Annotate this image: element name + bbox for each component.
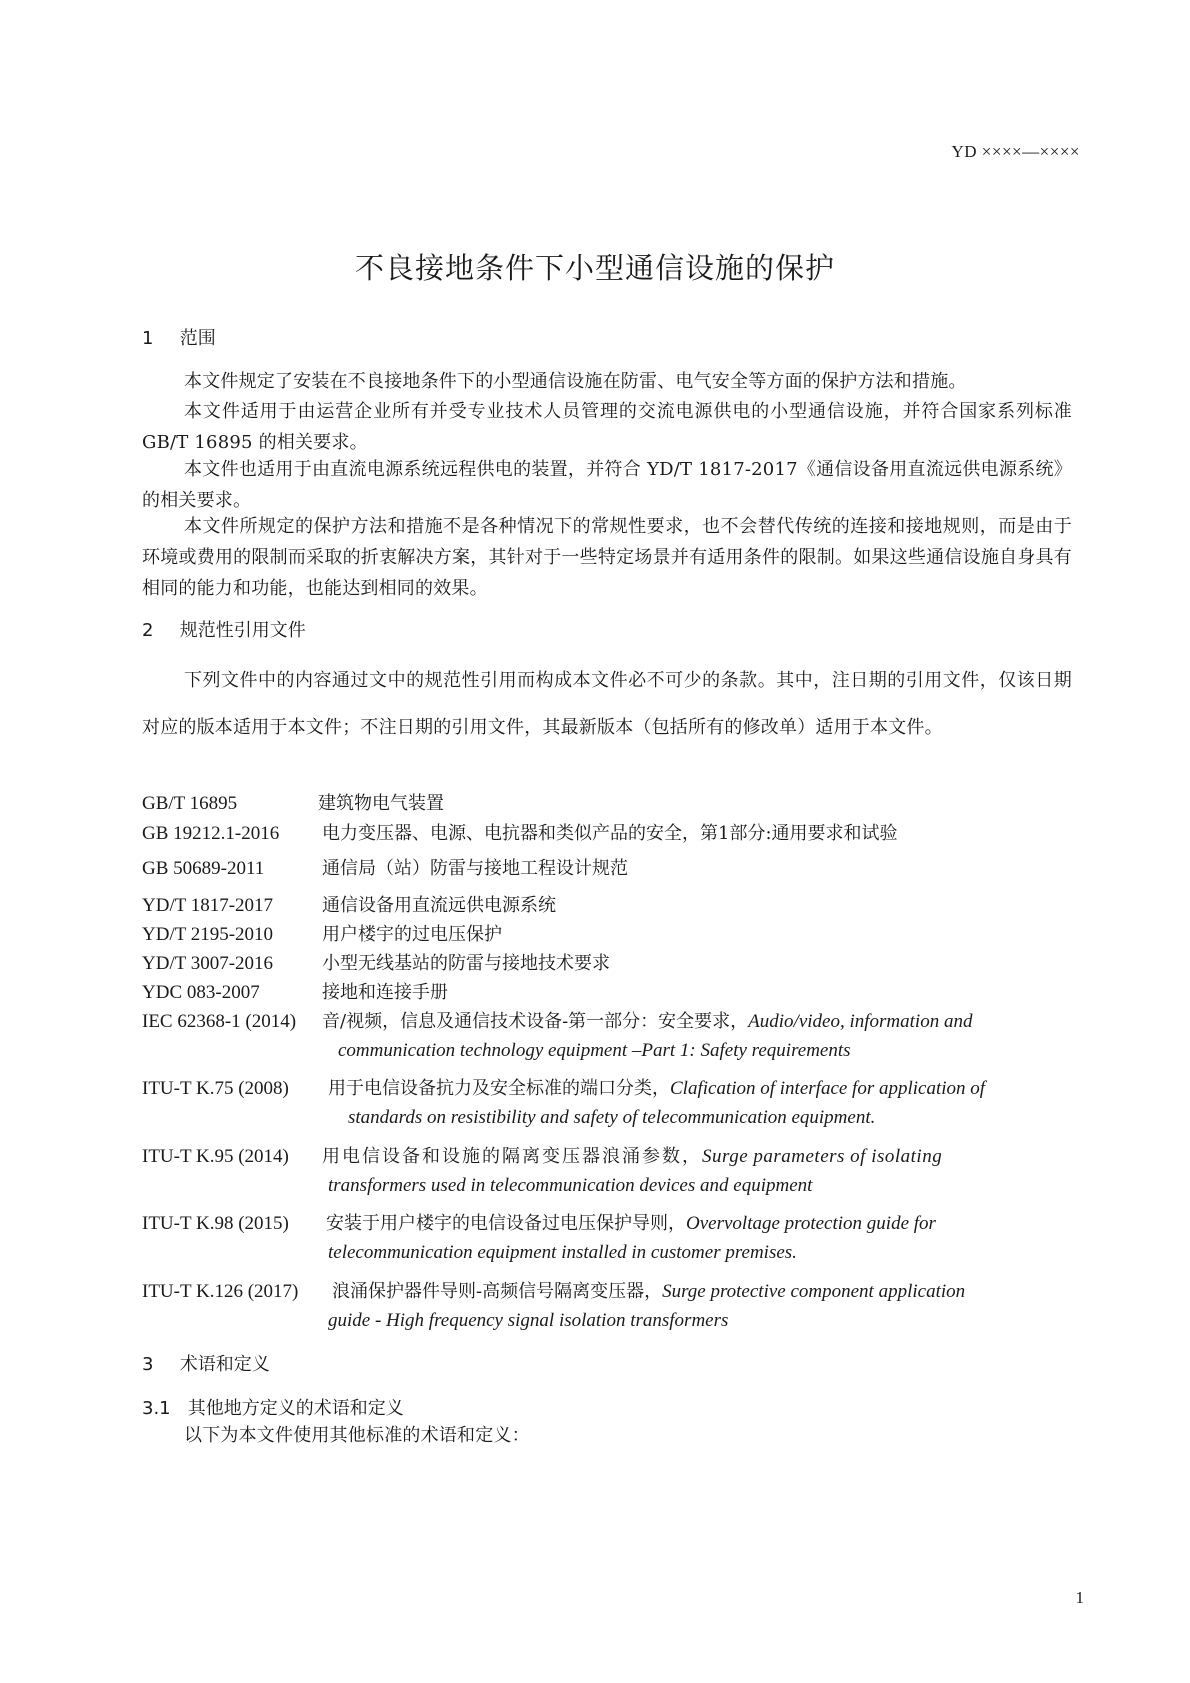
reference-title-cn: 用户楼宇的过电压保护 (322, 924, 502, 945)
normative-intro-paragraph: 下列文件中的内容通过文中的规范性引用而构成本文件必不可少的条款。其中，注日期的引用文件，仅该日期对应的版本适用于本文件；不注日期的引用文件，其最新版本（包括所有的修改单）适用于本文件。 (142, 670, 1072, 738)
reference-title-en: Audio/video, information and (748, 1011, 973, 1032)
reference-title-cn: 音/视频，信息及通信技术设备-第一部分：安全要求， (322, 1011, 749, 1032)
reference-title-cn: 用电信设备和设施的隔离变压器浪涌参数， (322, 1146, 702, 1167)
section-number: 2 (142, 620, 154, 641)
section-1-heading (142, 324, 216, 350)
reference-title-en: Surge parameters of isolating (702, 1146, 943, 1167)
reference-title (322, 890, 556, 921)
reference-title-cn: 安装于用户楼宇的电信设备过电压保护导则， (326, 1213, 686, 1234)
section-2-heading (142, 616, 306, 642)
reference-title (322, 1006, 972, 1037)
section-number: 3 (142, 1354, 154, 1375)
terms-intro-paragraph: 以下为本文件使用其他标准的术语和定义： (184, 1425, 530, 1446)
reference-title-continuation: telecommunication equipment installed in customer premises. (328, 1242, 797, 1263)
reference-code: ITU-T K.75 (2008) (142, 1078, 289, 1099)
reference-code: YD/T 1817-2017 (142, 895, 274, 916)
scope-paragraph-4: 本文件所规定的保护方法和措施不是各种情况下的常规性要求，也不会替代传统的连接和接地规则，而是由于环境或费用的限制而采取的折衷解决方案，其针对于一些特定场景并有适用条件的限制。如果这些通信设施自身具有相同的能力和功能，也能达到相同的效果。 (142, 516, 1072, 599)
reference-code: GB 50689-2011 (142, 858, 265, 879)
scope-paragraph-1: 本文件规定了安装在不良接地条件下的小型通信设施在防雷、电气安全等方面的保护方法和措施。 (184, 371, 967, 392)
reference-code: YDC 083-2007 (142, 982, 260, 1003)
reference-title (322, 818, 898, 849)
reference-title (322, 948, 610, 979)
section-label: 范围 (179, 328, 216, 349)
reference-code: GB 19212.1-2016 (142, 823, 280, 844)
reference-title-continuation: communication technology equipment –Part 1: Safety requirements (338, 1040, 851, 1061)
section-number: 3.1 (142, 1398, 171, 1419)
section-3-heading (142, 1350, 270, 1376)
reference-title-cn: 接地和连接手册 (322, 982, 448, 1003)
reference-title-cn: 小型无线基站的防雷与接地技术要求 (322, 953, 610, 974)
document-title: 不良接地条件下小型通信设施的保护 (354, 251, 835, 285)
section-label: 术语和定义 (179, 1354, 270, 1375)
reference-title-cn: 电力变压器、电源、电抗器和类似产品的安全，第1部分:通用要求和试验 (322, 823, 898, 844)
reference-title-en: Overvoltage protection guide for (686, 1213, 936, 1234)
reference-title-continuation: guide - High frequency signal isolation transformers (328, 1310, 729, 1331)
section-3-1-heading (142, 1394, 404, 1420)
section-label: 其他地方定义的术语和定义 (187, 1398, 404, 1419)
reference-title-cn: 浪涌保护器件导则-高频信号隔离变压器， (332, 1281, 663, 1302)
scope-paragraph-2: 本文件适用于由运营企业所有并受专业技术人员管理的交流电源供电的小型通信设施，并符合国家系列标准 GB/T 16895 的相关要求。 (142, 401, 1072, 453)
reference-title (326, 1208, 936, 1239)
reference-title (322, 853, 628, 884)
page-number: 1 (1075, 1588, 1084, 1607)
reference-title-cn: 用于电信设备抗力及安全标准的端口分类， (328, 1078, 670, 1099)
reference-title-cn: 通信设备用直流远供电源系统 (322, 895, 556, 916)
reference-code: YD/T 3007-2016 (142, 953, 274, 974)
reference-code: IEC 62368-1 (2014) (142, 1011, 297, 1032)
reference-title (332, 1276, 965, 1307)
scope-paragraph-3: 本文件也适用于由直流电源系统远程供电的装置，并符合 YD/T 1817-2017《通信设备用直流远供电源系统》的相关要求。 (142, 459, 1072, 511)
reference-code: ITU-T K.98 (2015) (142, 1213, 289, 1234)
reference-title-continuation: standards on resistibility and safety of telecommunication equipment. (348, 1107, 876, 1128)
reference-title-en: Clafication of interface for application of (670, 1078, 986, 1099)
section-number: 1 (142, 328, 154, 349)
reference-code: YD/T 2195-2010 (142, 924, 274, 945)
reference-title-cn: 通信局（站）防雷与接地工程设计规范 (322, 858, 628, 879)
reference-title (322, 1141, 942, 1172)
reference-title (318, 788, 444, 819)
reference-code: GB/T 16895 (142, 793, 238, 814)
reference-title-continuation: transformers used in telecommunication devices and equipment (328, 1175, 813, 1196)
document-code: YD ××××—×××× (951, 142, 1080, 161)
reference-title-en: Surge protective component application (662, 1281, 966, 1302)
reference-code: ITU-T K.95 (2014) (142, 1146, 289, 1167)
reference-title-cn: 建筑物电气装置 (318, 793, 444, 814)
section-label: 规范性引用文件 (179, 620, 306, 641)
reference-title (322, 919, 502, 950)
reference-title (328, 1073, 985, 1104)
reference-code: ITU-T K.126 (2017) (142, 1281, 299, 1302)
reference-title (322, 977, 448, 1008)
